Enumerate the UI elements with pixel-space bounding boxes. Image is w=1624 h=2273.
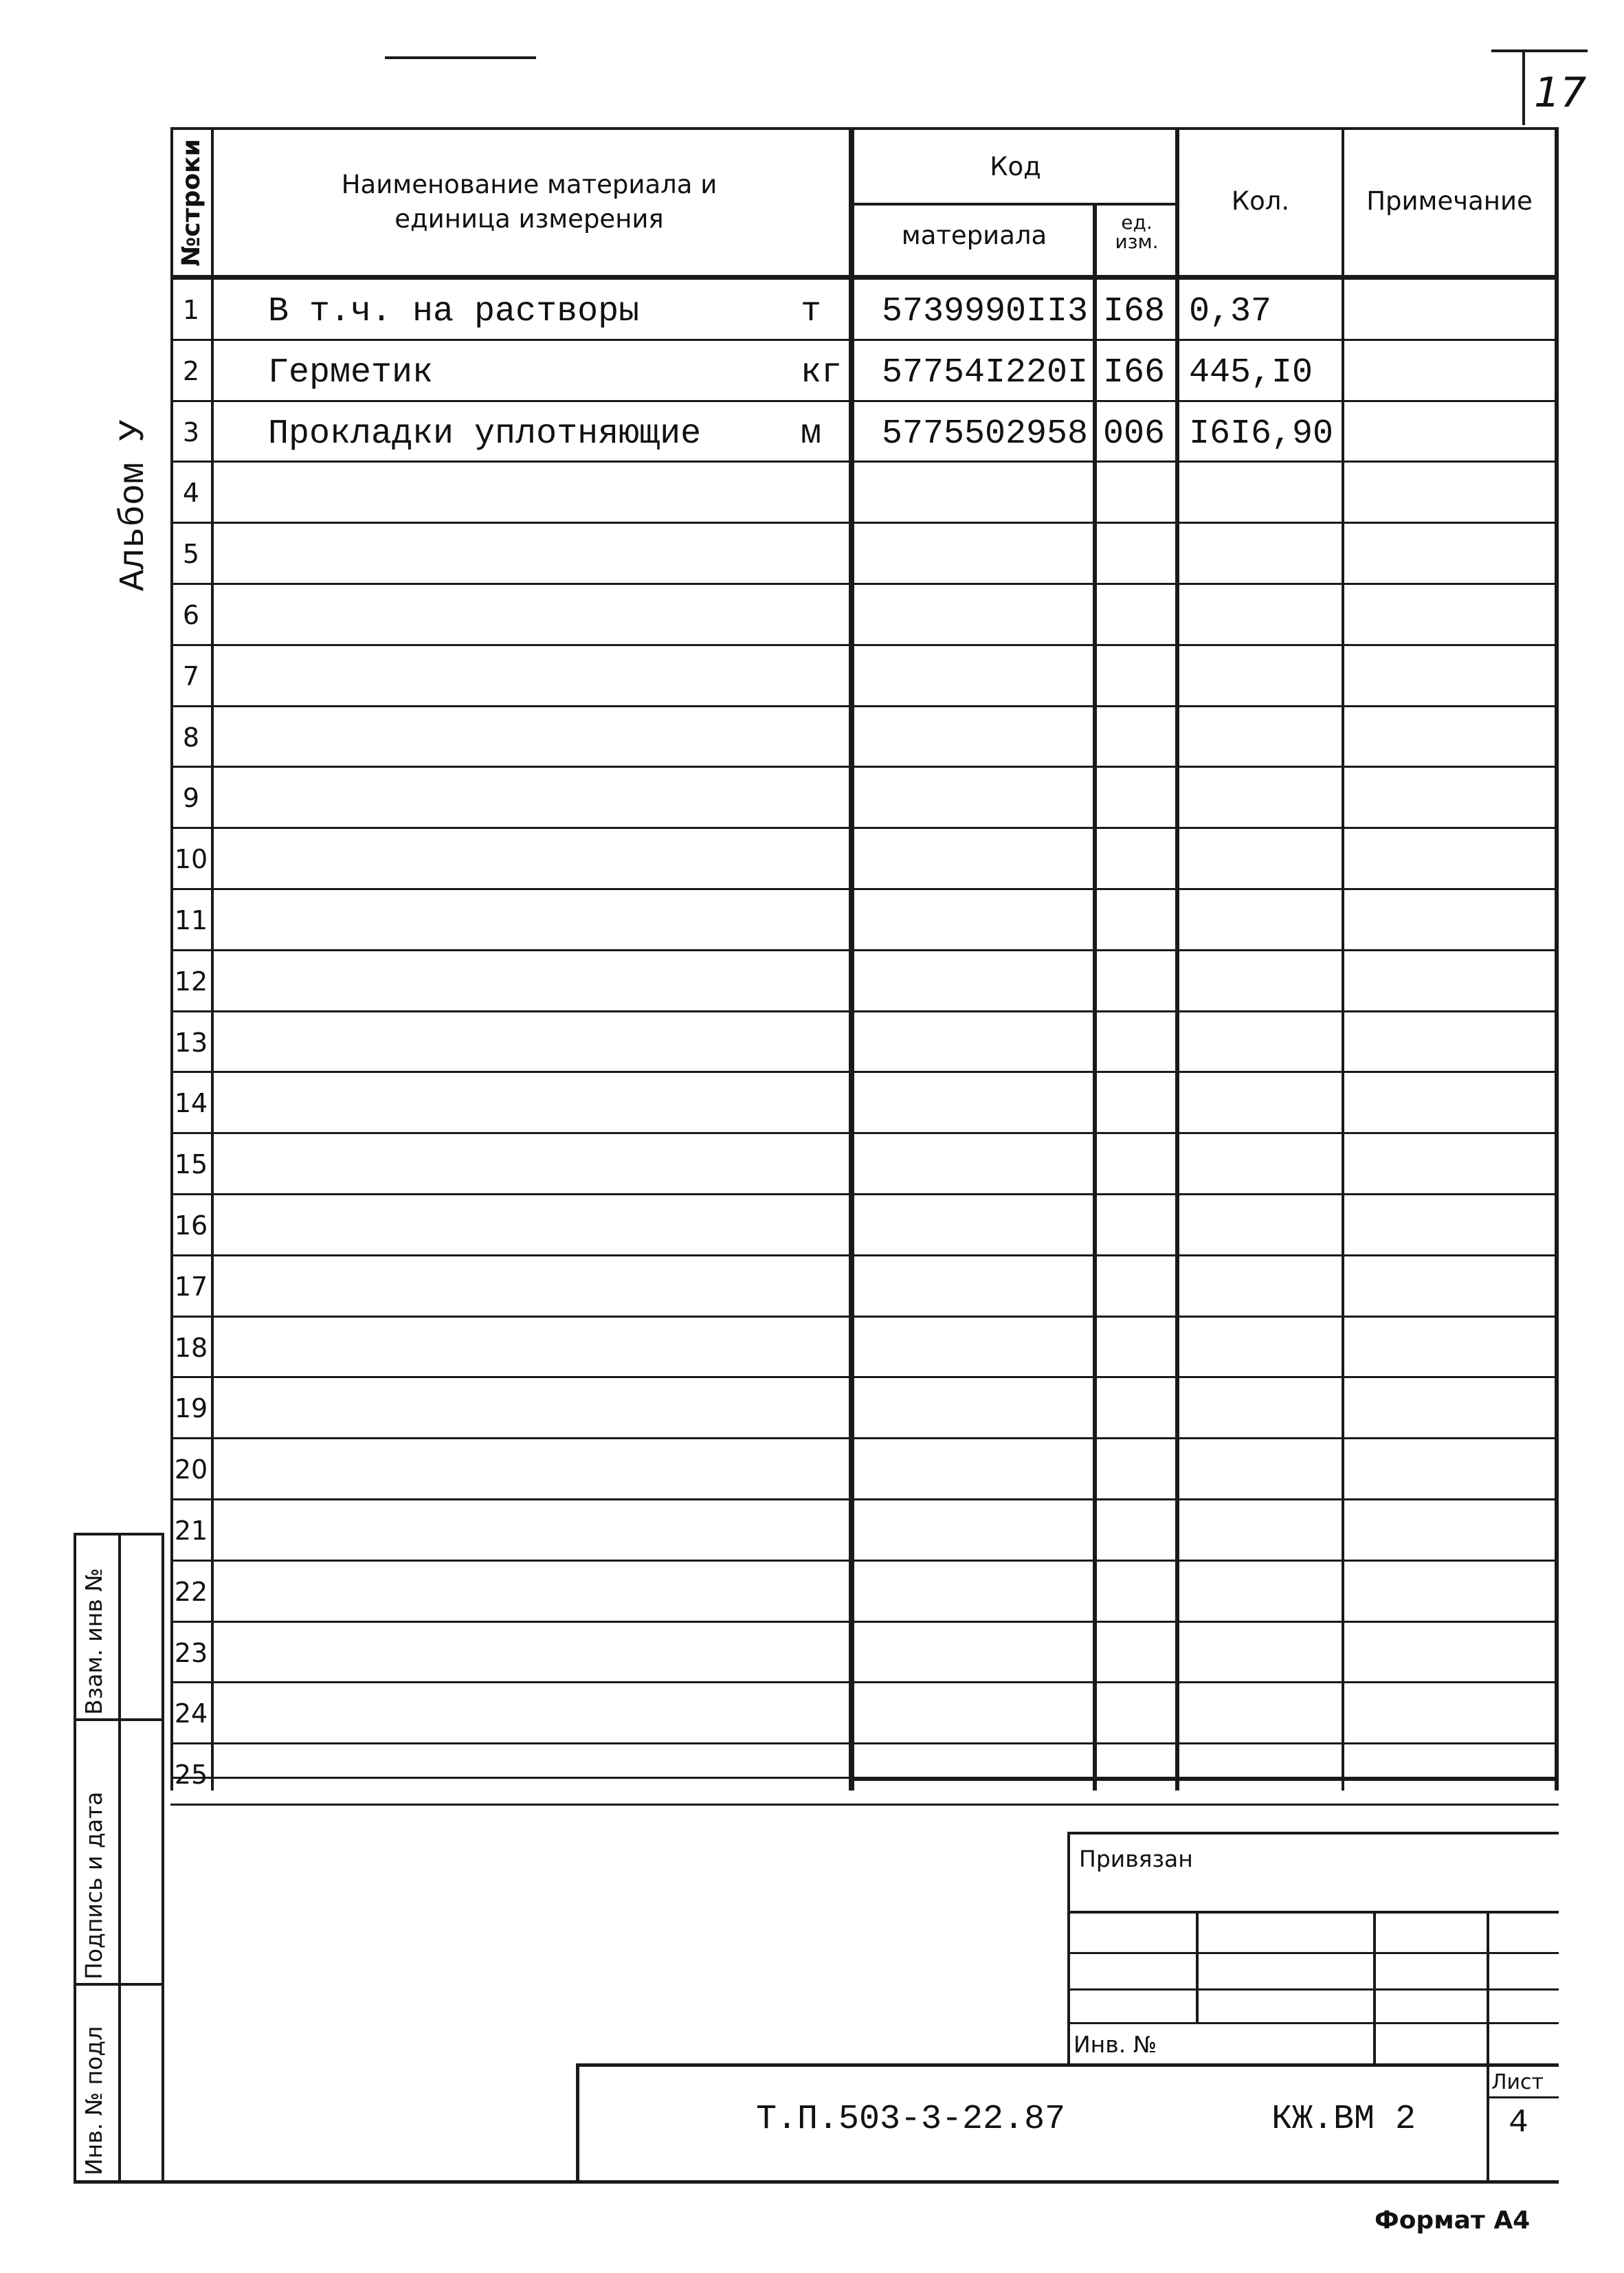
top-dash <box>385 56 536 59</box>
material-code: 5775502958 <box>882 414 1089 454</box>
row-divider <box>170 583 1559 585</box>
row-divider <box>170 1742 1559 1744</box>
unit-code: I66 <box>1103 353 1166 392</box>
row-divider <box>170 522 1559 524</box>
unit: м <box>801 414 822 454</box>
row-divider <box>170 339 1559 341</box>
row-divider <box>170 1193 1559 1195</box>
row-number: 6 <box>182 600 200 630</box>
row-number: 17 <box>174 1272 208 1302</box>
unit-code: I68 <box>1103 292 1166 331</box>
unit-code: 006 <box>1103 414 1166 454</box>
row-number: 5 <box>182 539 200 569</box>
row-divider <box>170 766 1559 768</box>
row-number: 24 <box>174 1698 208 1729</box>
row-divider <box>170 949 1559 951</box>
header-code-unit: ед. изм. <box>1115 211 1159 253</box>
row-number: 14 <box>174 1088 208 1118</box>
row-divider <box>170 1010 1559 1012</box>
format-label: Формат А4 <box>1375 2206 1531 2235</box>
sheet-value: 4 <box>1509 2105 1528 2142</box>
row-number: 25 <box>174 1760 208 1790</box>
row-divider <box>170 644 1559 646</box>
header-note: Примечание <box>1366 186 1533 216</box>
row-number: 16 <box>174 1210 208 1241</box>
stamp-inv: Инв. № подл <box>80 2026 107 2175</box>
header-code-material: материала <box>901 221 1047 250</box>
row-divider <box>170 400 1559 402</box>
sheet-label: Лист <box>1491 2070 1544 2094</box>
stamp-vzam: Взам. инв № <box>80 1568 107 1715</box>
doc-code: Т.П.503-3-22.87 <box>756 2100 1066 2139</box>
row-divider <box>170 1681 1559 1683</box>
quantity: 445,I0 <box>1189 353 1313 392</box>
sheet-number-top: 17 <box>1534 69 1587 117</box>
row-divider <box>170 1316 1559 1318</box>
sheet-box-top <box>1491 49 1588 52</box>
material-code: 5739990II3 <box>882 292 1089 331</box>
row-divider <box>170 705 1559 707</box>
unit: т <box>801 292 822 331</box>
row-divider <box>170 1804 1559 1806</box>
material-name: Герметик <box>268 353 434 392</box>
header-row-no: №строки <box>177 139 205 267</box>
stamp-podpis: Подпись и дата <box>80 1791 107 1980</box>
row-number: 8 <box>182 722 200 753</box>
doc-mark: КЖ.ВМ 2 <box>1271 2100 1416 2139</box>
row-number: 11 <box>174 905 208 935</box>
row-number: 21 <box>174 1516 208 1546</box>
row-divider <box>170 1132 1559 1134</box>
row-number: 18 <box>174 1333 208 1363</box>
quantity: 0,37 <box>1189 292 1272 331</box>
material-code: 57754I220I <box>882 353 1089 392</box>
row-divider <box>170 1254 1559 1256</box>
row-number: 15 <box>174 1149 208 1179</box>
material-name: Прокладки уплотняющие <box>268 414 702 454</box>
row-number: 1 <box>182 295 200 325</box>
row-number: 10 <box>174 844 208 874</box>
row-number: 4 <box>182 478 200 508</box>
privyazan-label: Привязан <box>1079 1845 1193 1872</box>
quantity: I6I6,90 <box>1189 414 1334 454</box>
row-divider <box>170 1498 1559 1500</box>
row-number: 12 <box>174 966 208 997</box>
row-divider <box>170 888 1559 890</box>
row-divider <box>170 1437 1559 1439</box>
header-name-line1: Наименование материала и <box>341 170 718 199</box>
header-qty: Кол. <box>1231 186 1290 216</box>
inv-no-label: Инв. № <box>1074 2031 1157 2058</box>
row-number: 23 <box>174 1638 208 1668</box>
row-divider <box>170 1071 1559 1073</box>
row-divider <box>170 1621 1559 1623</box>
row-divider <box>170 1376 1559 1378</box>
row-number: 19 <box>174 1393 208 1423</box>
row-number: 2 <box>182 356 200 386</box>
row-divider <box>170 827 1559 829</box>
row-number: 13 <box>174 1028 208 1058</box>
row-divider <box>170 1560 1559 1562</box>
material-name: В т.ч. на растворы <box>268 292 640 331</box>
row-number: 3 <box>182 417 200 447</box>
header-name-line2: единица измерения <box>394 204 664 234</box>
unit: кг <box>801 353 843 392</box>
sheet-box-left <box>1522 49 1525 125</box>
row-divider <box>170 461 1559 463</box>
row-number: 9 <box>182 783 200 813</box>
header-code: Код <box>990 152 1041 181</box>
row-number: 22 <box>174 1577 208 1607</box>
row-number: 20 <box>174 1454 208 1485</box>
album-label: Альбом У <box>113 419 154 591</box>
row-number: 7 <box>182 661 200 691</box>
